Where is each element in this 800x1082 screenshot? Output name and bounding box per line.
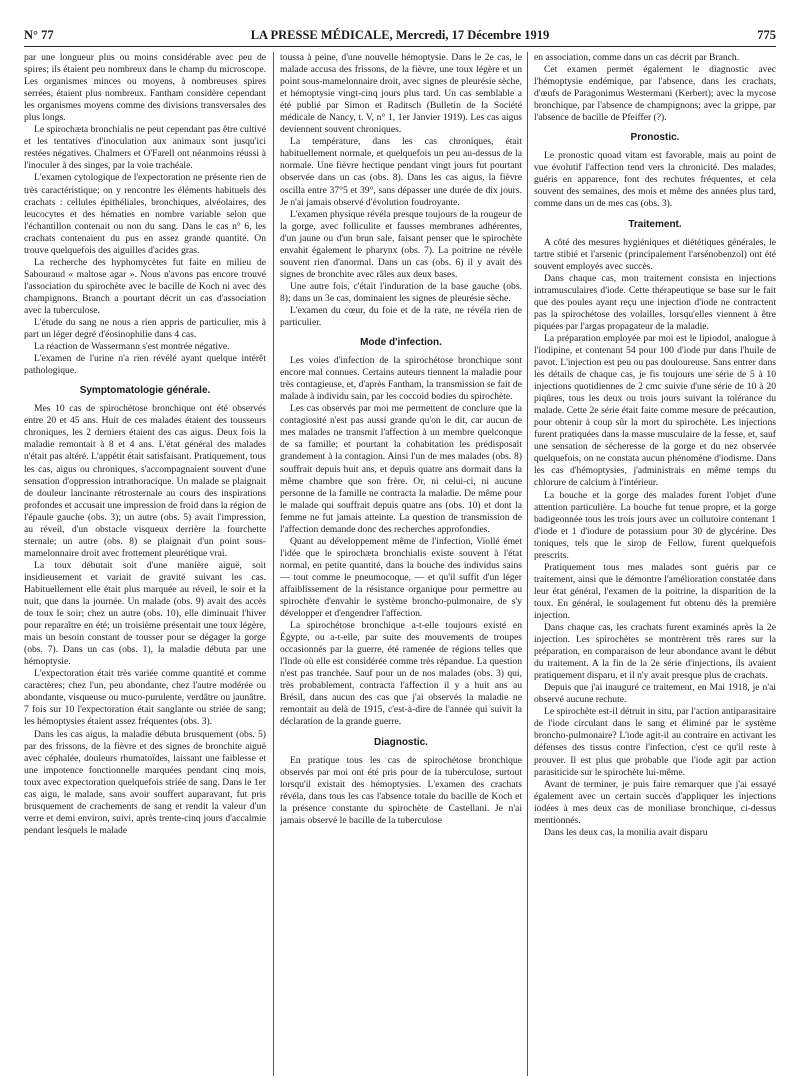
paragraph: L'examen cytologique de l'expectoration ne présente rien de très caractéristique; on y rencontre les éléments habituels des crachats : cellules épithéliales, bronchiques, alvéolaires, des leucocytes et des hématies en nombre variable selon que l'échantillon contenait ou non du sang. Dans le cas n° 6, les crachats contenaient du pus en assez grande quantité. On trouve quelquefois des aiguilles d'acides gras. xyxy=(24,172,266,256)
column-left xyxy=(24,52,266,1076)
paragraph: En pratique tous les cas de spirochétose bronchique observés par moi ont été pris pour de la tuberculose, surtout lorsqu'il existait des hémoptysies. L'examen des crachats révéla, dans tous les cas l'absence totale du bacille de Koch et la présence constante du spirochète de Castellani. Je n'ai jamais observé le bacille de la tuberculose xyxy=(280,754,522,826)
paragraph: La spirochétose bronchique a-t-elle toujours existé en Égypte, ou a-t-elle, par suite des mouvements de troupes occasionnés par la guerre, été ramenée de régions telles que l'Inde où elle est considérée comme très répandue. La question n'est pas tranchée. Sauf pour un de nos malades (obs. 3) qui, très probablement, contracta l'affection il y a huit ans au Brésil, dans aucun des cas que j'ai observés la maladie ne remontait au delà de 1915, c'est-à-dire de l'année qui suivit la déclaration de la grande guerre. xyxy=(280,620,522,728)
paragraph: Une autre fois, c'était l'induration de la base gauche (obs. 8); dans un 3e cas, dominaient les signes de pleurésie sèche. xyxy=(280,280,522,304)
section-heading: Symptomatologie générale. xyxy=(79,385,211,397)
header-rule xyxy=(24,46,776,47)
paragraph: Dans chaque cas, mon traitement consista en injections intramusculaires d'iode. Cette thérapeutique se base sur le fait que des poules ayant reçu une injection d'iode ne contractent pas la spirochétose des volailles, lorsqu'elles viennent à être piquées par l'argas propagateur de la maladie. xyxy=(534,272,776,332)
paragraph: Les voies d'infection de la spirochétose bronchique sont encore mal connues. Certains auteurs tiennent la maladie pour très contagieuse, et, d'après Fantham, la transmission se fait de malade à individu sain, par les coccoid bodies du spirochète. xyxy=(280,355,522,403)
paragraph: en association, comme dans un cas décrit par Branch. xyxy=(534,52,740,63)
page-number: 775 xyxy=(757,28,776,42)
paragraph: Cet examen permet également le diagnostic avec l'hémoptysie endémique, par l'absence, dans les crachats, d'œufs de Paragonimus Westermani (Kerbert); avec la mycose bronchique, par l'absence de champignons; avec la grippe, par l'absence de bacille de Pfeiffer (?). xyxy=(534,64,776,124)
paragraph: L'examen du cœur, du foie et de la rate, ne révéla rien de particulier. xyxy=(280,304,522,329)
paragraph: Les cas observés par moi me permettent de conclure que la contagiosité n'est pas aussi grande qu'on le dit, car aucun de mes malades ne transmit l'affection à un membre quelconque de sa famille; et pourtant la cohabitation les prédisposait grandement à la contagion. Ainsi l'un de mes malades (obs. 8) souffrait depuis huit ans, et depuis quatre ans dormait dans la même chambre que son frère. Or, ni celui-ci, ni aucune personne de la famille ne contracta la maladie. De même pour le malade qui souffrait depuis quatre ans (obs. 10) et dont la femme ne fut jamais atteinte. La question de transmission de l'affection demande donc des recherches approfondies. xyxy=(280,403,522,535)
paragraph: Le spirochète est-il détruit in situ, par l'action antiparasitaire de l'iode circulant dans le sang et éliminé par le système broncho-pulmonaire? L'iode agit-il au contraire en activant les défenses des tissus contre l'infection, c'est ce qu'il reste à prouver. Il est plus que probable que l'iode agit par action parasiticide sur le spirochète lui-même. xyxy=(534,706,776,778)
issue-number: N° 77 xyxy=(24,28,54,42)
paragraph: par une longueur plus ou moins considérable avec peu de spires; ils étaient peu nombreux dans le champ du microscope. Les organismes minces ou moyens, à nombreuses spires serrées, étaient plus nombreux. Fantham considère cependant les organismes moyens comme des divisions transversales des plus longs. xyxy=(24,52,266,124)
issue-date: Mercredi, 17 Décembre 1919 xyxy=(395,28,550,42)
paragraph: Dans les deux cas, la monilia avait disparu xyxy=(544,826,708,838)
paragraph: La réaction de Wassermann s'est montrée négative. xyxy=(34,341,230,353)
paragraph: L'étude du sang ne nous a rien appris de particulier, mis à part un léger degré d'éosinophilie dans 4 cas. xyxy=(24,317,266,341)
paragraph: La recherche des hyphomycètes fut faite en milieu de Sabouraud « maltose agar ». Nous n'avons pas encore trouvé l'association du spirochète avec le bacille de Koch ni avec des champignons. Branch a pourtant décrit un cas d'association avec la tuberculose. xyxy=(24,256,266,316)
paragraph: Le spirochæta bronchialis ne peut cependant pas être cultivé et les tentatives d'inoculation aux animaux sont jusqu'ici restées négatives. Chalmers et O'Farell ont néanmoins réussi à l'inoculer à des singes, par la voie trachéale. xyxy=(24,124,266,172)
paragraph: Le pronostic quoad vitam est favorable, mais au point de vue évolutif l'affection tend vers la chronicité. Des malades, guéris en apparence, font des rechutes fréquentes, et cela souvent des semaines, des mois et même des années plus tard, comme dans un de mes cas (obs. 3). xyxy=(534,150,776,210)
paragraph: A côté des mesures hygiéniques et diététiques générales, le tartre stibié et l'arsenic (principalement l'arsénobenzol) ont été souvent employés avec succès. xyxy=(534,236,776,272)
column-right xyxy=(534,52,776,1076)
page-header xyxy=(24,28,776,44)
section-heading: Traitement. xyxy=(628,218,682,230)
column-divider xyxy=(273,52,274,1076)
paragraph: L'examen physique révéla presque toujours de la rougeur de la gorge, avec folliculite et fausses membranes adhérentes, d'un jaune ou d'un brun sale, faisant penser que le spirochète envahit également le pharynx (obs. 7). La poitrine ne révèle souvent rien d'anormal. Dans un cas (obs. 6) il y avait des signes de bronchite avec râles aux deux bases. xyxy=(280,208,522,280)
paragraph: Dans les cas aigus, la maladie débuta brusquement (obs. 5) par des frissons, de la fièvre et des signes de bronchite aiguë avec céphalée, douleurs rhumatoïdes, laissant une faiblesse et une impotence fonctionnelle marquées pendant cinq mois, toux avec expectoration quelquefois striée de sang. Dans le 1er cas aigu, le malade, sans avoir souffert auparavant, fut pris brusquement de crachements de sang et rendit la valeur d'un verre et demi environ, suivi, après trente-cinq jours d'accalmie pendant lesquels le malade xyxy=(24,728,266,836)
section-heading: Pronostic. xyxy=(630,132,680,144)
paragraph: Dans chaque cas, les crachats furent examinés après la 2e injection. Les spirochètes se montrèrent très rares sur la préparation, en comparaison de leur abondance avant le début du traitement. A la fin de la 2e série d'injections, ils avaient pratiquement disparu, et il n'y avait presque plus de crachats. xyxy=(534,622,776,682)
journal-masthead xyxy=(24,28,776,43)
paragraph: La préparation employée par moi est le lipiodol, analogue à l'iodipine, et contenant 54 pour 100 d'iode pur dans l'huile de pavot. L'injection est peu ou pas douloureuse. Sans entrer dans les détails de chaque cas, je fis toujours une série de 5 à 10 injections quotidiennes de 2 cmc suivie d'une série de 10 à 20 piqûres, tous les deux ou trois jours suivant la tolérance du malade. Cette 2e série était faite comme mesure de précaution, pour obtenir à coup sûr la mort du spirochète. Les injections furent pratiquées dans la masse musculaire de la fesse, et, sauf une sensation de sécheresse de la gorge et du nez observée quelquefois, on ne constata aucun phénomène d'iodisme. Dans les cas d'hémoptysies, j'administrais en même temps du chlorure de calcium à l'intérieur. xyxy=(534,332,776,489)
paragraph: Depuis que j'ai inauguré ce traitement, en Mai 1918, je n'ai observé aucune rechute. xyxy=(534,682,776,706)
journal-title: LA PRESSE MÉDICALE, xyxy=(250,28,393,42)
section-heading: Diagnostic. xyxy=(374,736,428,748)
paragraph: La bouche et la gorge des malades furent l'objet d'une attention particulière. La bouche fut tenue propre, et la gorge badigeonnée tous les trois jours avec un collutoire contenant 1 d'iode et 1 d'iodure de potassium pour 30 de glycérine. Des toniques, tels que le sirop de Fellow, furent quelquefois prescrits. xyxy=(534,489,776,561)
paragraph: L'expectoration était très variée comme quantité et comme caractères; chez l'un, peu abondante, chez l'autre modérée ou abondante, visqueuse ou muco-purulente, verdâtre ou jaunâtre. 7 fois sur 10 l'expectoration était sanglante ou striée de sang; les hémoptysies étaient assez fréquentes (obs. 3). xyxy=(24,668,266,728)
section-heading: Mode d'infection. xyxy=(360,337,442,349)
paragraph: Quant au développement même de l'infection, Viollé émet l'idée que le spirochæta bronchialis existe souvent à l'état normal, en petite quantité, dans la bouche des individus sains — tout comme le pneumocoque, — et qu'il suffit d'un léger affaiblissement de la résistance organique pour permettre au spirochète d'envahir le système broncho-pulmonaire, de s'y développer et d'engendrer l'affection. xyxy=(280,535,522,620)
paragraph: L'examen de l'urine n'a rien révélé ayant quelque intérêt pathologique. xyxy=(24,353,266,377)
paragraph: toussa à peine, d'une nouvelle hémoptysie. Dans le 2e cas, le malade accusa des frissons, de la fièvre, une toux légère et un point sous-mamelonnaire droit, avec signes de pleurésie sèche, et hémoptysie vingt-cinq jours plus tard. Un cas semblable a été publié par Simon et Raditsch (Bulletin de la Société médicale de Nancy, t. V, n° 1, 1er Janvier 1919). Les cas aigus deviennent souvent chroniques. xyxy=(280,52,522,136)
paragraph: Mes 10 cas de spirochétose bronchique ont été observés entre 20 et 45 ans. Huit de ces malades étaient des tousseurs chroniques, les 2 derniers étaient des cas aigus. Deux fois la maladie remontait à 8 et 4 ans. L'état général des malades n'était pas altéré. L'appétit était satisfaisant. Pratiquement, tous les cas, aigus ou chroniques, s'accompagnaient souvent d'une sensation d'oppression intrathoracique. Un malade se plaignait de douleur lancinante rétrosternale au cours des inspirations profondes et accusait une impression de froid dans la région de l'épaule gauche (obs. 3); un autre (obs. 5) avait l'impression, au réveil, d'un obstacle visqueux derrière la fourchette sternale; un autre (obs. 8) se plaignait d'un point sous-mamelonnaire droit avec frottement pleurétique vrai. xyxy=(24,403,266,559)
column-divider xyxy=(527,52,528,1076)
paragraph: Pratiquement tous mes malades sont guéris par ce traitement, ainsi que le démontre l'amélioration constatée dans leur état général, l'examen de la poitrine, la disparition de la toux. En général, le soulagement fut obtenu dès la première injection. xyxy=(534,561,776,621)
paragraph: La toux débutait soit d'une manière aiguë, soit insidieusement et variait de gravité suivant les cas. Habituellement elle était plus marquée au réveil, le soir et la nuit, que dans la journée. Un malade (obs. 9) avait des accès de toux le soir; chez un autre (obs. 10), elle diminuait l'hiver pour reparaître en été; un troisième présentait une toux légère, mais un besoin constant de tousser pour se dégager la gorge (obs. 7). Dans un cas (obs. 1), la maladie débuta par une hémoptysie. xyxy=(24,559,266,668)
column-middle xyxy=(280,52,522,1076)
paragraph: La température, dans les cas chroniques, était habituellement normale, et quelquefois un peu au-dessus de la normale. Une fièvre hectique pendant vingt jours fut pourtant observée dans un cas (obs. 8). Dans les cas aigus, la fièvre oscilla entre 37°5 et 39°, sans dépasser une durée de dix jours. Je n'ai jamais observé d'évolution foudroyante. xyxy=(280,136,522,208)
paragraph: Avant de terminer, je puis faire remarquer que j'ai essayé également avec un certain succès d'appliquer les injections iodées à mes deux cas de moniliase bronchique, ci-dessus mentionnés. xyxy=(534,778,776,826)
